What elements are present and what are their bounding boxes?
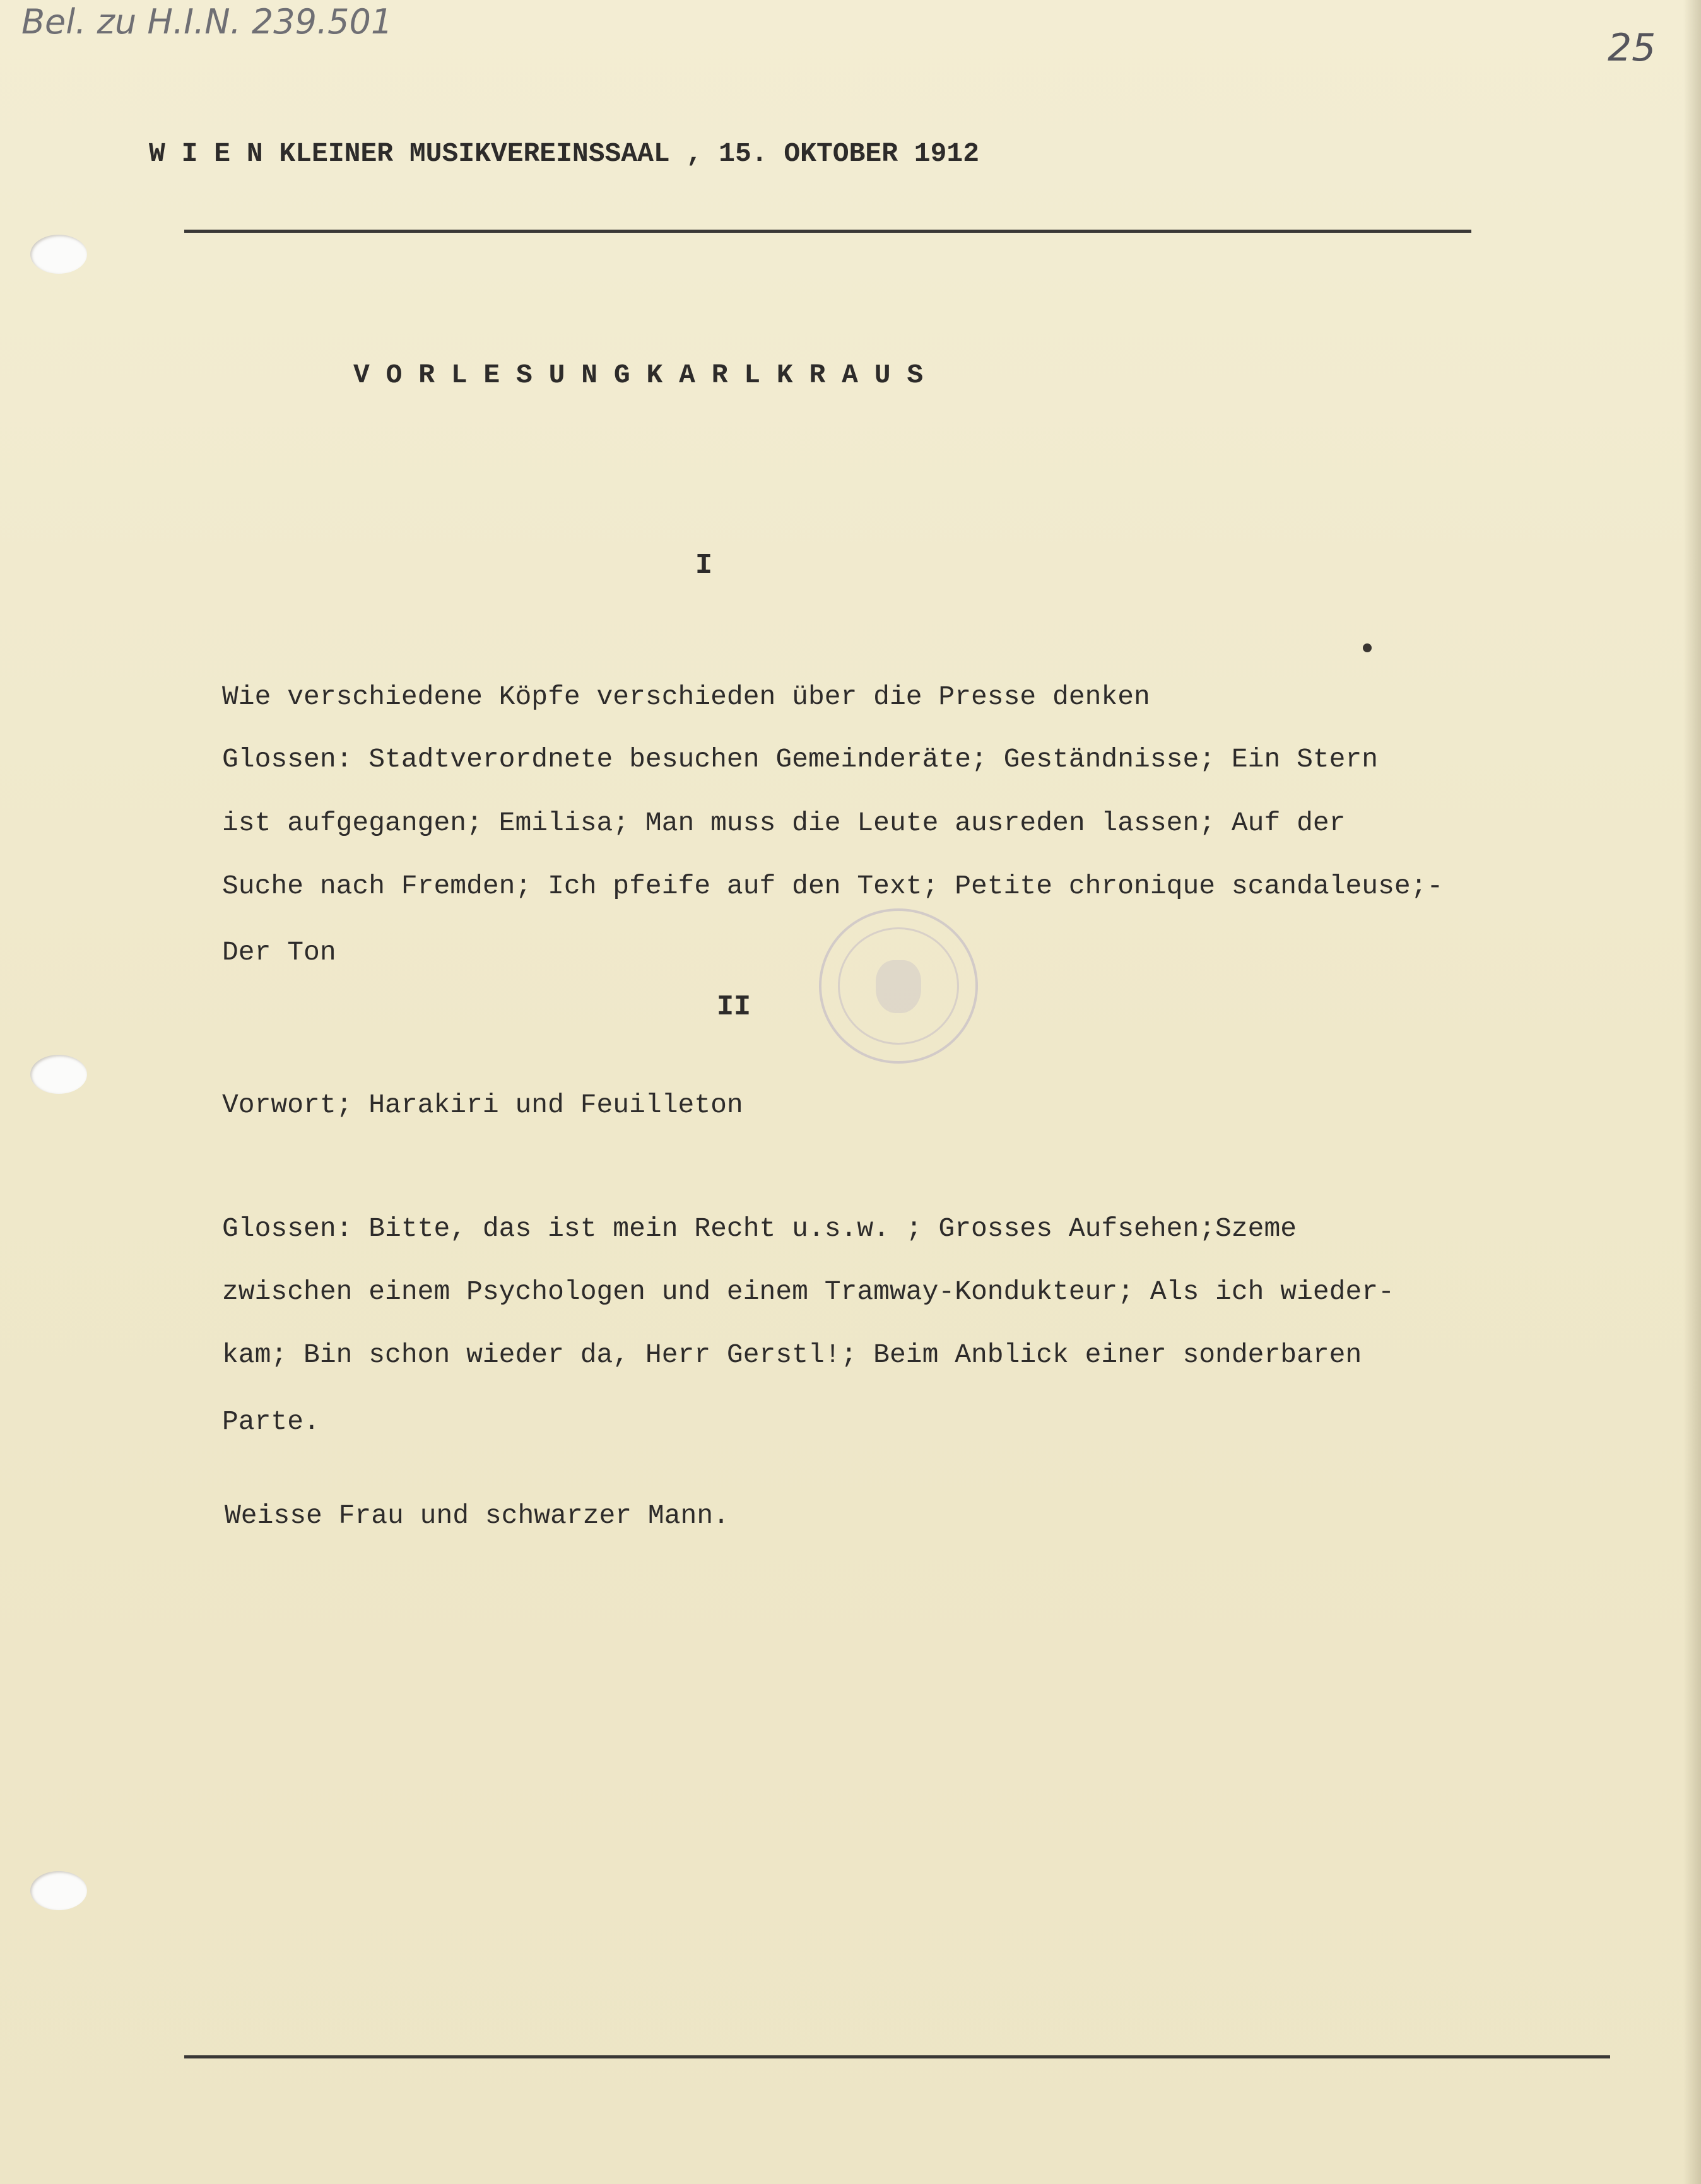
punch-hole-bottom <box>30 1871 87 1910</box>
document-title: V O R L E S U N G K A R L K R A U S <box>353 360 924 390</box>
section-1-line: Suche nach Fremden; Ich pfeife auf den Text; Petite chronique scandaleuse;- <box>222 871 1444 901</box>
section-1-line: Wie verschiedene Köpfe verschieden über die Presse denken <box>222 681 1150 712</box>
section-2-closing: Weisse Frau und schwarzer Mann. <box>225 1500 729 1531</box>
paper-edge <box>1683 0 1701 2184</box>
library-stamp <box>819 908 978 1064</box>
section-2-line: zwischen einem Psychologen und einem Tramway-Kondukteur; Als ich wieder- <box>222 1276 1394 1307</box>
section-1-line: ist aufgegangen; Emilisa; Man muss die Leute ausreden lassen; Auf der <box>222 807 1346 838</box>
section-2-line: Parte. <box>222 1406 320 1437</box>
section-2-preface: Vorwort; Harakiri und Feuilleton <box>222 1089 743 1120</box>
archive-note: Bel. zu H.I.N. 239.501 <box>21 2 393 42</box>
punch-hole-middle <box>30 1055 87 1094</box>
punch-hole-top <box>30 235 87 274</box>
section-numeral-1: I <box>695 549 713 582</box>
section-2-line: kam; Bin schon wieder da, Herr Gerstl!; Beim Anblick einer sonderbaren <box>222 1339 1362 1370</box>
header-rule <box>184 230 1471 233</box>
section-2-line: Glossen: Bitte, das ist mein Recht u.s.w. ; Grosses Aufsehen;Szeme <box>222 1213 1297 1244</box>
ink-dot <box>1363 643 1372 652</box>
section-1-line: Glossen: Stadtverordnete besuchen Gemeinderäte; Geständnisse; Ein Stern <box>222 744 1379 775</box>
header-line: W I E N KLEINER MUSIKVEREINSSAAL , 15. OKTOBER 1912 <box>149 138 980 169</box>
page-number: 25 <box>1608 26 1656 70</box>
section-1-line: Der Ton <box>222 937 336 968</box>
footer-rule <box>184 2055 1610 2058</box>
section-numeral-2: II <box>717 991 751 1023</box>
